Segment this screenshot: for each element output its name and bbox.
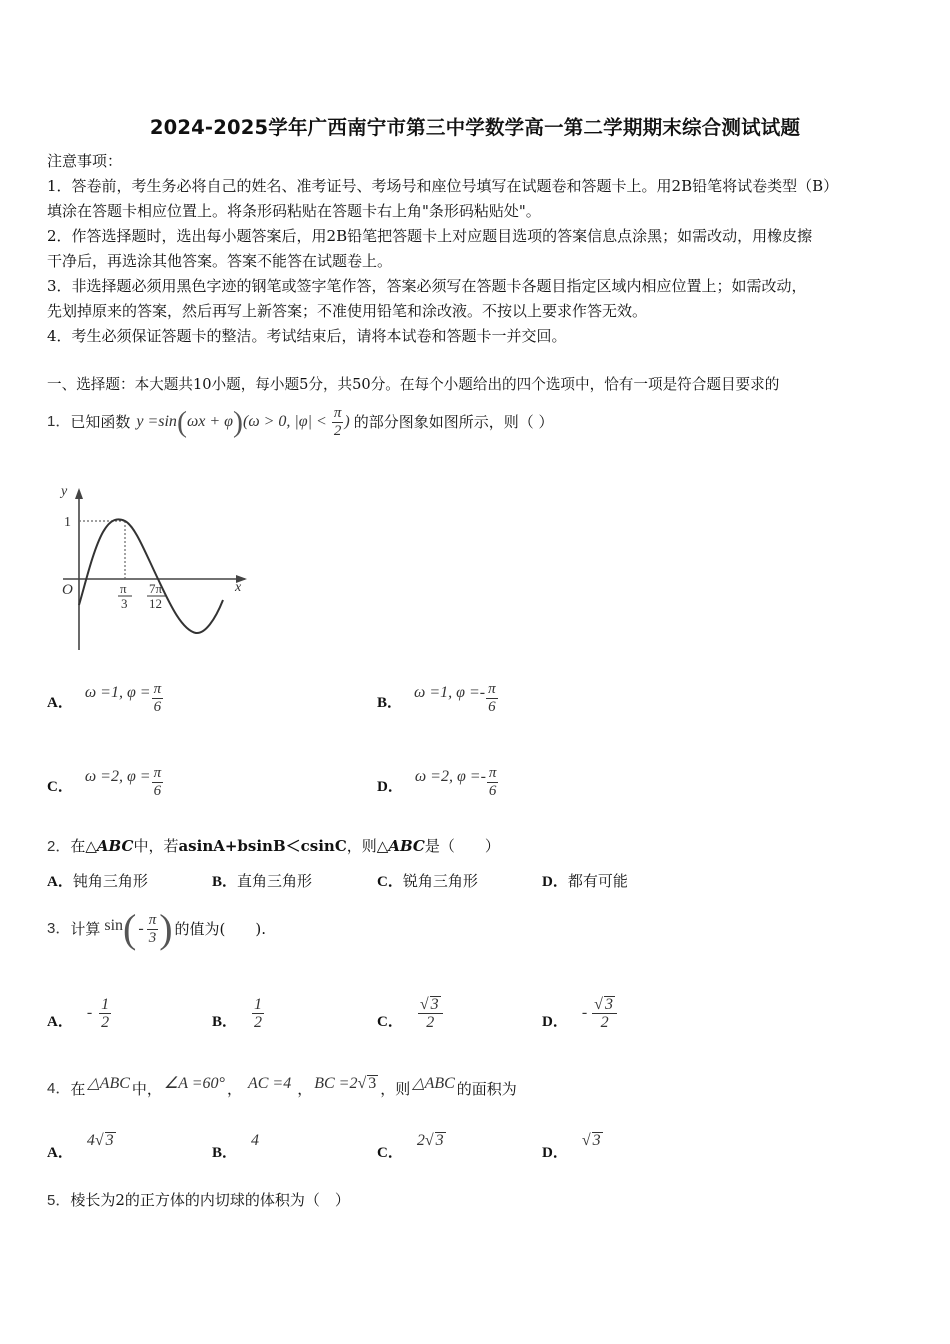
fraction-denominator: 2 xyxy=(333,422,342,439)
fraction-numerator: π xyxy=(488,681,496,697)
y-axis-arrow-icon xyxy=(75,488,83,499)
radicand: 3 xyxy=(368,1075,377,1092)
x-tick-1-numerator: π xyxy=(120,581,127,596)
q4-option-c[interactable] xyxy=(377,1128,446,1162)
option-label: A． xyxy=(47,874,73,890)
option-label: A． xyxy=(47,695,73,711)
question-text: 的部分图象如图所示，则（ ） xyxy=(353,413,554,431)
x-tick-2-numerator: 7π xyxy=(149,581,163,596)
q2-option-a[interactable] xyxy=(47,871,148,892)
option-label: D． xyxy=(377,779,403,795)
fraction xyxy=(147,912,159,947)
q3-option-d[interactable] xyxy=(542,990,618,1036)
q3-option-a[interactable] xyxy=(47,990,112,1036)
fraction xyxy=(152,681,164,716)
option-label: A． xyxy=(47,1014,73,1030)
notice-heading: 注意事项： xyxy=(47,152,123,170)
x-tick-1-denominator: 3 xyxy=(121,596,128,611)
q1-option-d[interactable] xyxy=(377,756,499,800)
option-text: 都有可能 xyxy=(567,872,628,890)
minus-sign: - xyxy=(138,920,144,937)
notice-line-7: 4．考生必须保证答题卡的整洁。考试结束后，请将本试卷和答题卡一并交回。 xyxy=(47,327,567,345)
option-label: A． xyxy=(47,1145,73,1161)
q3-formula: sin ( - $\frac{\pi}{3}$ ) xyxy=(104,906,173,951)
option-label: C． xyxy=(377,1145,403,1161)
formula-part: (ω > 0, |φ| < xyxy=(242,412,327,430)
question-text: ， xyxy=(226,1080,242,1098)
q4-option-b[interactable] xyxy=(212,1128,259,1162)
notice-line-2: 填涂在答题卡相应位置上。将条形码粘贴在答题卡右上角"条形码粘贴处"。 xyxy=(47,202,541,220)
option-label: D． xyxy=(542,1145,568,1161)
option-label: B． xyxy=(377,695,403,711)
notice-line-3: 2．作答选择题时，选出每小题答案后，用2B铅笔把答题卡上对应题目选项的答案信息点涂黑；如需改动，用橡皮擦 xyxy=(47,227,813,245)
formula-part: ) xyxy=(344,412,350,430)
fraction-numerator: 1 xyxy=(254,995,263,1013)
question-number: 1． xyxy=(47,413,71,430)
q4-option-d[interactable] xyxy=(542,1128,603,1162)
question-2 xyxy=(47,836,500,857)
question-text: 中， xyxy=(131,1080,162,1098)
q2-option-c[interactable] xyxy=(377,871,478,892)
option-math: ω =1, φ =- xyxy=(414,684,486,701)
fraction-denominator: 6 xyxy=(153,699,162,715)
triangle-name: △ABC xyxy=(87,1075,130,1092)
question-text: 在 xyxy=(70,1080,86,1098)
question-number: 5． xyxy=(47,1192,71,1209)
question-text: 是（ ） xyxy=(424,837,500,855)
q1-option-a[interactable] xyxy=(47,672,164,716)
fraction-denominator: 6 xyxy=(488,783,497,799)
triangle-name: ABC xyxy=(388,837,425,855)
option-label: C． xyxy=(377,1014,403,1030)
fraction-numerator: √ 3 xyxy=(418,996,443,1014)
notice-line-6: 先划掉原来的答案，然后再写上新答案；不准使用铅笔和涂改液。不按以上要求作答无效。 xyxy=(47,302,648,320)
option-label: B． xyxy=(212,874,238,890)
option-label: B． xyxy=(212,1145,238,1161)
page-title: 2024-2025学年广西南宁市第三中学数学高一第二学期期末综合测试试题 xyxy=(149,116,801,139)
option-sign: - xyxy=(581,1004,588,1021)
x-tick-2-denominator: 12 xyxy=(149,596,162,611)
option-label: D． xyxy=(542,874,568,890)
radicand: 3 xyxy=(435,1132,444,1149)
side-bc: BC =2√ 3 xyxy=(314,1075,377,1092)
q1-sine-graph xyxy=(55,480,255,650)
fraction-denominator: 2 xyxy=(254,1013,263,1031)
coefficient: 2 xyxy=(416,1132,425,1149)
side-bc-coefficient: BC =2 xyxy=(314,1075,358,1092)
option-math: 4 xyxy=(251,1132,260,1149)
origin-label: O xyxy=(62,582,73,598)
fraction xyxy=(99,996,111,1031)
fraction-numerator: 1 xyxy=(101,995,110,1013)
triangle-name: △ABC xyxy=(412,1075,455,1092)
fraction-numerator: π xyxy=(148,911,157,928)
option-math: ω =2, φ = xyxy=(84,768,151,785)
option-label: D． xyxy=(542,1014,568,1030)
fraction-denominator: 3 xyxy=(148,929,157,946)
x-axis-label: x xyxy=(235,580,242,595)
fraction xyxy=(486,681,498,716)
fraction-denominator: 2 xyxy=(426,1013,435,1031)
option-math: ω =1, φ = xyxy=(84,684,151,701)
fraction xyxy=(418,996,443,1031)
function-name: sin xyxy=(104,916,124,934)
option-label: C． xyxy=(377,874,403,890)
fraction xyxy=(487,765,499,800)
fraction-numerator: π xyxy=(153,681,162,697)
question-1 xyxy=(47,400,553,444)
option-text: 锐角三角形 xyxy=(402,872,478,890)
q2-option-d[interactable] xyxy=(542,871,628,892)
question-text: 棱长为2的正方体的内切球的体积为（ ） xyxy=(70,1191,350,1209)
question-text: ，则△ xyxy=(346,837,389,855)
fraction-numerator: π xyxy=(333,404,342,421)
q3-option-b[interactable] xyxy=(212,990,265,1036)
question-text: 的值为( ). xyxy=(174,920,267,938)
radicand: 3 xyxy=(592,1132,601,1149)
fraction-numerator: π xyxy=(488,765,497,781)
question-text: 计算 xyxy=(70,920,101,938)
question-text: 在△ xyxy=(70,837,97,855)
q2-option-b[interactable] xyxy=(212,871,312,892)
option-text: 钝角三角形 xyxy=(72,872,148,890)
fraction-denominator: 2 xyxy=(101,1013,110,1031)
radicand: 3 xyxy=(105,1132,114,1149)
fraction-denominator: 6 xyxy=(488,699,496,715)
option-math: √ 3 xyxy=(581,1132,601,1149)
option-math: 2√ 3 xyxy=(416,1132,444,1149)
notice-line-4: 干净后，再选涂其他答案。答案不能答在试题卷上。 xyxy=(47,252,393,270)
fraction-denominator: 6 xyxy=(153,783,162,799)
fraction-denominator: 2 xyxy=(600,1013,609,1031)
radicand: 3 xyxy=(430,995,439,1013)
q4-option-a[interactable] xyxy=(47,1128,116,1162)
question-5 xyxy=(47,1190,350,1211)
option-text: 直角三角形 xyxy=(237,872,313,890)
section-heading: 一、选择题：本大题共10小题，每小题5分，共50分。在每个小题给出的四个选项中，恰有一项是符合题目要求的 xyxy=(47,376,780,393)
question-number: 4． xyxy=(47,1080,71,1097)
q1-option-c[interactable] xyxy=(47,756,164,800)
option-sign: - xyxy=(86,1004,93,1021)
question-text: 中，若 xyxy=(133,837,179,855)
question-text: 已知函数 xyxy=(70,413,131,431)
question-text: ， xyxy=(297,1080,313,1098)
sine-curve xyxy=(79,519,223,633)
notice-line-5: 3．非选择题必须用黑色字迹的钢笔或签字笔作答，答案必须写在答题卡各题目指定区域内相应位置上；如需改动， xyxy=(47,277,807,295)
q1-option-b[interactable] xyxy=(377,672,499,716)
fraction xyxy=(332,405,344,440)
fraction xyxy=(592,996,617,1031)
side-ac: AC =4 xyxy=(247,1075,292,1092)
question-3 xyxy=(47,906,266,952)
option-label: C． xyxy=(47,779,73,795)
fraction-numerator: π xyxy=(153,765,162,781)
fraction-numerator: √ 3 xyxy=(592,996,617,1014)
q3-option-c[interactable] xyxy=(377,990,444,1036)
inequality: asinA+bsinB＜csinC xyxy=(178,837,347,855)
question-number: 2． xyxy=(47,838,71,855)
formula-part: y =sin xyxy=(136,412,177,430)
notice-line-1: 1．答卷前，考生务必将自己的姓名、准考证号、考场号和座位号填写在试题卷和答题卡上。用2B铅笔将试卷类型（B） xyxy=(47,177,839,195)
fraction xyxy=(152,765,164,800)
question-number: 3． xyxy=(47,920,71,937)
y-tick-label: 1 xyxy=(64,515,71,530)
option-math: ω =2, φ =- xyxy=(414,768,486,785)
fraction xyxy=(252,996,264,1031)
option-math: 4√ 3 xyxy=(86,1132,114,1149)
triangle-name: ABC xyxy=(96,837,134,855)
angle-condition: ∠A =60° xyxy=(163,1075,225,1092)
q1-formula: y =sin(ωx + φ)(ω > 0, |φ| < $\frac{\pi}{2}$ ) xyxy=(136,404,350,439)
radicand: 3 xyxy=(604,995,613,1013)
option-label: B． xyxy=(212,1014,238,1030)
question-text: 的面积为 xyxy=(456,1080,517,1098)
formula-part: ωx + φ xyxy=(186,412,233,430)
y-axis-label: y xyxy=(61,484,68,499)
coefficient: 4 xyxy=(86,1132,95,1149)
question-4 xyxy=(47,1074,517,1104)
question-text: ，则 xyxy=(380,1080,411,1098)
